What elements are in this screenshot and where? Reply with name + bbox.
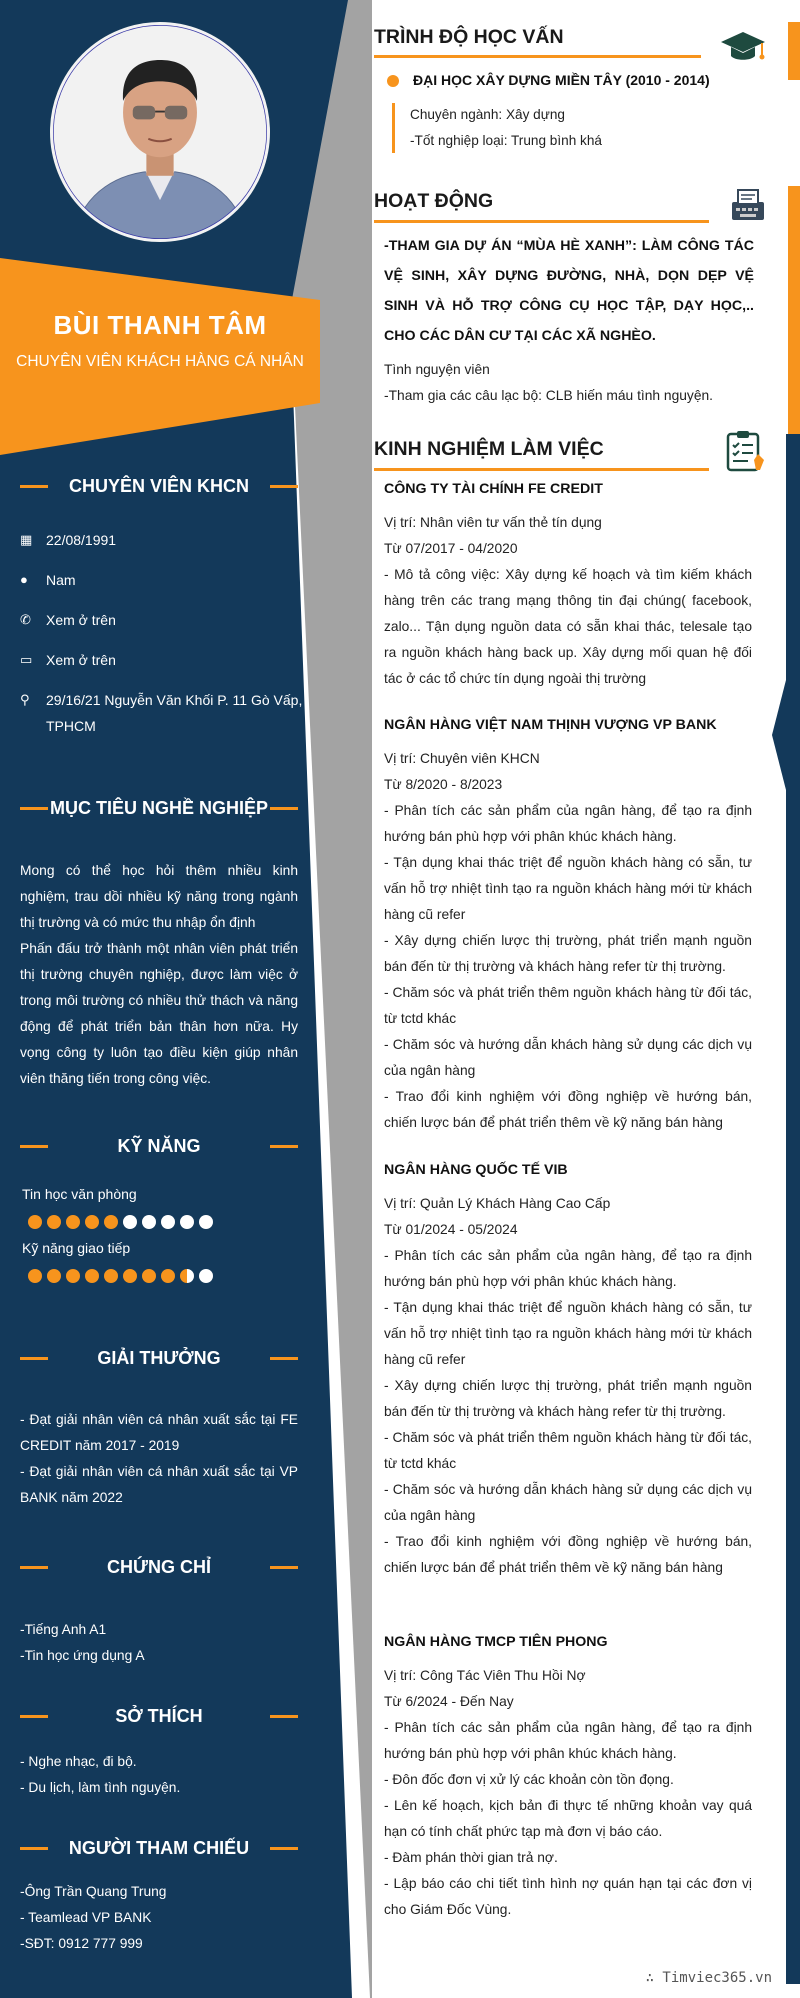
activities-heading: HOẠT ĐỘNG xyxy=(374,190,494,212)
skill-label-2: Kỹ năng giao tiếp xyxy=(22,1240,131,1256)
hobby-1: - Nghe nhạc, đi bộ. xyxy=(20,1754,137,1769)
experience-heading: KINH NGHIỆM LÀM VIỆC xyxy=(374,438,604,460)
birthday-value: 22/08/1991 xyxy=(46,532,117,548)
job-line: - Lên kế hoạch, kịch bản đi thực tế những khoản vay quá hạn có tính chất phức tạp mà đơn vị báo cáo. xyxy=(384,1798,752,1839)
job-line: - Xây dựng chiến lược thị trường, phát triển mạnh nguồn bán đến từ thị trường và khách hàng refer từ thị trường. xyxy=(384,933,752,974)
job-line: Vị trí: Công Tác Viên Thu Hồi Nợ xyxy=(384,1668,586,1683)
education-major: Chuyên ngành: Xây dựng xyxy=(410,107,565,122)
reference-position: - Teamlead VP BANK xyxy=(20,1910,152,1925)
job-line: - Tận dụng khai thác triệt để nguồn khách hàng có sẵn, tư vấn hỗ trợ nhiệt tình tạo ra nguồn khách hàng mới từ khách hàng cũ refer xyxy=(384,1300,752,1367)
certificates-heading: CHỨNG CHỈ xyxy=(20,1557,298,1578)
education-bullet xyxy=(387,75,399,87)
certificate-2: -Tin học ứng dụng A xyxy=(20,1648,145,1663)
candidate-name: BÙI THANH TÂM xyxy=(53,310,267,340)
map-pin-icon: ⚲ xyxy=(20,692,30,707)
activities-underline xyxy=(374,220,709,223)
gender-value: Nam xyxy=(46,572,76,588)
job-line: - Phân tích các sản phẩm của ngân hàng, để tạo ra định hướng bán phù hợp với phân khúc khách hàng. xyxy=(384,1248,752,1289)
candidate-title: CHUYÊN VIÊN KHÁCH HÀNG CÁ NHÂN xyxy=(16,353,304,370)
job-line: Từ 07/2017 - 04/2020 xyxy=(384,541,518,556)
objective-p2: Phấn đấu trở thành một nhân viên phát triển thị trường chuyên nghiệp, được làm việc ở trong môi trường có nhiều thử thách và năng động để phát triển bản thân hơn nữa. Hy vọng công ty luôn tạo điều kiện giúp nhân viên thăng tiến trong công việc. xyxy=(20,941,298,1086)
activity-title: -THAM GIA DỰ ÁN “MÙA HÈ XANH”: LÀM CÔNG TÁC VỆ SINH, XÂY DỰNG ĐƯỜNG, NHÀ, DỌN DẸP VỆ SINH VÀ HỖ TRỢ CÔNG CỤ HỌC TẬP, DẠY HỌC,.. CHO CÁC DÂN CƯ TẠI CÁC XÃ NGHÈO. xyxy=(384,238,754,344)
education-underline xyxy=(374,55,701,58)
job-company-3: NGÂN HÀNG QUỐC TẾ VIB xyxy=(384,1162,568,1178)
education-vline xyxy=(392,103,395,153)
job-line: - Mô tả công việc: Xây dựng kế hoạch và tìm kiếm khách hàng trên các trang mạng thông tin đại chúng( facebook, zalo... Tận dụng nguồn data có sẵn khai thác, telesale tạo ra nguồn khách hàng back up. Xây dựng mối quan hệ đối tác ở các tổ chức tín dụng ngoài thị trường xyxy=(384,567,752,686)
skills-heading: KỸ NĂNG xyxy=(20,1136,298,1157)
job-line: - Đàm phán thời gian trả nợ. xyxy=(384,1850,558,1865)
job-details-3 xyxy=(384,1191,752,1581)
checklist-icon xyxy=(724,430,768,474)
job-line: - Phân tích các sản phẩm của ngân hàng, để tạo ra định hướng bán phù hợp với phân khúc khách hàng. xyxy=(384,803,752,844)
calendar-icon: ▦ xyxy=(20,532,33,547)
job-line: - Phân tích các sản phẩm của ngân hàng, để tạo ra định hướng bán phù hợp với phân khúc khách hàng. xyxy=(384,1720,752,1761)
awards-heading: GIẢI THƯỞNG xyxy=(20,1348,298,1369)
job-line: - Chăm sóc và phát triển thêm nguồn khách hàng từ đối tác, từ tctd khác xyxy=(384,1430,752,1471)
email-icon: ▭ xyxy=(20,652,33,667)
job-details-2 xyxy=(384,746,752,1136)
job-details-1 xyxy=(384,510,752,692)
job-line: Từ 6/2024 - Đến Nay xyxy=(384,1694,514,1709)
footer-brand[interactable] xyxy=(646,1970,772,1986)
email-value: Xem ở trên xyxy=(46,652,116,668)
hobby-2: - Du lịch, làm tình nguyện. xyxy=(20,1780,181,1795)
typewriter-icon xyxy=(728,186,768,224)
certificate-1: -Tiếng Anh A1 xyxy=(20,1622,107,1637)
hobbies-heading: SỞ THÍCH xyxy=(20,1706,298,1727)
education-heading: TRÌNH ĐỘ HỌC VẤN xyxy=(374,26,564,48)
job-company-1: CÔNG TY TÀI CHÍNH FE CREDIT xyxy=(384,481,603,497)
job-line: - Trao đổi kinh nghiệm với đồng nghiệp về hướng bán, chiến lược bán để phát triển thêm về kỹ năng bán hàng xyxy=(384,1534,752,1575)
job-line: - Xây dựng chiến lược thị trường, phát triển mạnh nguồn bán đến từ thị trường và khách hàng refer từ thị trường. xyxy=(384,1378,752,1419)
phone-icon: ✆ xyxy=(20,612,31,627)
address-value: 29/16/21 Nguyễn Văn Khối P. 11 Gò Vấp, TPHCM xyxy=(46,692,303,734)
reference-name: -Ông Trần Quang Trung xyxy=(20,1884,167,1899)
job-line: - Chăm sóc và phát triển thêm nguồn khách hàng từ đối tác, từ tctd khác xyxy=(384,985,752,1026)
job-line: - Đôn đốc đơn vị xử lý các khoản còn tồn đọng. xyxy=(384,1772,674,1787)
phone-value: Xem ở trên xyxy=(46,612,116,628)
brand-dots-icon: ∴ xyxy=(645,1970,663,1986)
job-line: - Lập báo cáo chi tiết tình hình nợ quán hạn tại các đơn vị cho Giám Đốc Vùng. xyxy=(384,1876,752,1917)
job-line: Vị trí: Quản Lý Khách Hàng Cao Cấp xyxy=(384,1196,611,1211)
experience-underline xyxy=(374,468,709,471)
job-line: Từ 01/2024 - 05/2024 xyxy=(384,1222,518,1237)
brand-text: Timviec365.vn xyxy=(662,1970,772,1986)
reference-phone: -SĐT: 0912 777 999 xyxy=(20,1936,143,1951)
job-line: Vị trí: Chuyên viên KHCN xyxy=(384,751,540,766)
graduation-cap-icon xyxy=(720,30,766,64)
education-school: ĐẠI HỌC XÂY DỰNG MIỀN TÂY (2010 - 2014) xyxy=(413,72,710,88)
job-line: - Trao đổi kinh nghiệm với đồng nghiệp về hướng bán, chiến lược bán để phát triển thêm về kỹ năng bán hàng xyxy=(384,1089,752,1130)
education-grade: -Tốt nghiệp loại: Trung bình khá xyxy=(410,133,602,148)
education-details xyxy=(410,102,602,154)
job-company-4: NGÂN HÀNG TMCP TIÊN PHONG xyxy=(384,1634,608,1650)
job-line: - Tận dụng khai thác triệt để nguồn khách hàng có sẵn, tư vấn hỗ trợ nhiệt tình tạo ra nguồn khách hàng mới từ khách hàng cũ refer xyxy=(384,855,752,922)
person-icon: ● xyxy=(20,572,28,587)
activity-details xyxy=(384,357,752,409)
job-company-2: NGÂN HÀNG VIỆT NAM THỊNH VƯỢNG VP BANK xyxy=(384,717,717,733)
job-line: - Chăm sóc và hướng dẫn khách hàng sử dụng các dịch vụ của ngân hàng xyxy=(384,1482,752,1523)
skill-label-1: Tin học văn phòng xyxy=(22,1186,137,1202)
objective-heading: MỤC TIÊU NGHỀ NGHIỆP xyxy=(20,798,298,819)
activity-club: -Tham gia các câu lạc bộ: CLB hiến máu tình nguyện. xyxy=(384,388,714,403)
activity-role: Tình nguyện viên xyxy=(384,362,490,377)
objective-p1: Mong có thể học hỏi thêm nhiều kinh nghiệm, trau dồi nhiều kỹ năng trong ngành thị trường và có mức thu nhập ổn định xyxy=(20,863,298,930)
job-details-4 xyxy=(384,1663,752,1923)
job-line: Vị trí: Nhân viên tư vấn thẻ tín dụng xyxy=(384,515,602,530)
job-line: Từ 8/2020 - 8/2023 xyxy=(384,777,503,792)
award-1: - Đạt giải nhân viên cá nhân xuất sắc tại FE CREDIT năm 2017 - 2019 xyxy=(20,1412,298,1453)
award-2: - Đạt giải nhân viên cá nhân xuất sắc tại VP BANK năm 2022 xyxy=(20,1464,298,1505)
job-line: - Chăm sóc và hướng dẫn khách hàng sử dụng các dịch vụ của ngân hàng xyxy=(384,1037,752,1078)
references-heading: NGƯỜI THAM CHIẾU xyxy=(20,1838,298,1859)
contact-heading: CHUYÊN VIÊN KHCN xyxy=(20,476,298,497)
